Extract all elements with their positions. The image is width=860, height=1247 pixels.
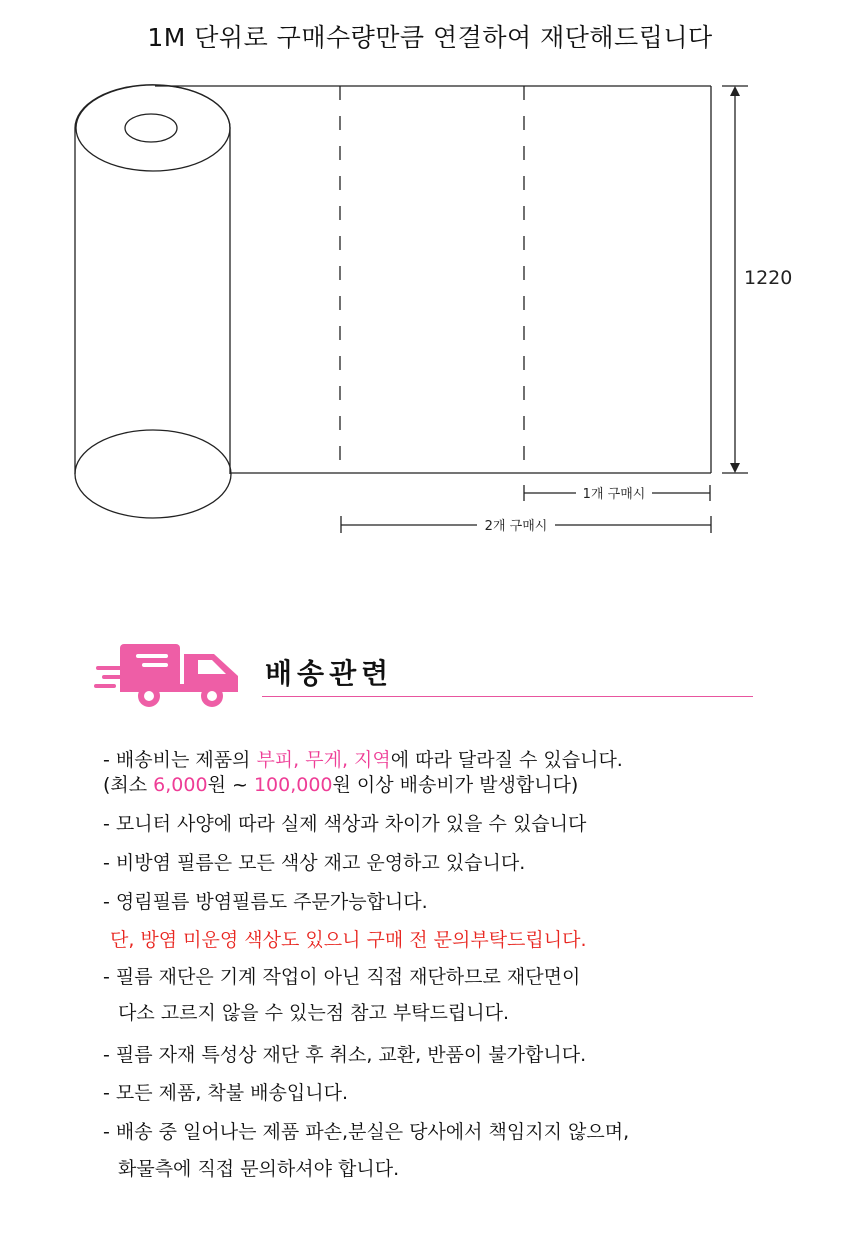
shipping-heading: 배송관련 xyxy=(265,657,394,690)
damage-note: - 배송 중 일어나는 제품 파손,분실은 당사에서 책임지지 않으며, xyxy=(103,1121,630,1143)
fee-factors: 부피, 무게, 지역 xyxy=(256,749,391,771)
shipping-fee-note: - 배송비는 제품의 부피, 무게, 지역에 따라 달라질 수 있습니다. xyxy=(103,749,623,771)
roll-top-ellipse xyxy=(76,85,230,171)
cutting-note-cont: 다소 고르지 않을 수 있는점 참고 부탁드립니다. xyxy=(118,1002,510,1024)
monitor-color-note: - 모니터 사양에 따라 실제 색상과 차이가 있을 수 있습니다 xyxy=(103,813,587,835)
height-label: 1220 xyxy=(744,267,793,289)
max-fee: 100,000 xyxy=(253,774,333,796)
film-roll-diagram xyxy=(0,0,860,560)
two-piece-label: 2개 구매시 xyxy=(484,519,548,534)
shipping-fee-range: (최소 6,000원 ~ 100,000원 이상 배송비가 발생합니다) xyxy=(103,774,579,796)
roll-top-back xyxy=(75,85,230,128)
one-piece-label: 1개 구매시 xyxy=(582,487,646,502)
min-fee: 6,000 xyxy=(153,774,208,796)
delivery-truck-icon xyxy=(94,640,244,710)
roll-bottom-ellipse xyxy=(75,430,231,518)
height-arrow-up xyxy=(730,86,740,96)
page-title: 1M 단위로 구매수량만큼 연결하여 재단해드립니다 xyxy=(147,23,713,52)
cutting-note: - 필름 재단은 기계 작업이 아닌 직접 재단하므로 재단면이 xyxy=(103,966,581,988)
shipping-divider xyxy=(262,696,753,697)
damage-note-cont: 화물측에 직접 문의하셔야 합니다. xyxy=(118,1158,400,1180)
roll-core xyxy=(125,114,177,142)
fireproof-note: - 영림필름 방염필름도 주문가능합니다. xyxy=(103,891,428,913)
height-arrow-down xyxy=(730,463,740,473)
stock-note: - 비방염 필름은 모든 색상 재고 운영하고 있습니다. xyxy=(103,852,526,874)
fireproof-warning: 단, 방염 미운영 색상도 있으니 구매 전 문의부탁드립니다. xyxy=(110,929,587,951)
no-return-note: - 필름 자재 특성상 재단 후 취소, 교환, 반품이 불가합니다. xyxy=(103,1044,587,1066)
cod-note: - 모든 제품, 착불 배송입니다. xyxy=(103,1082,348,1104)
